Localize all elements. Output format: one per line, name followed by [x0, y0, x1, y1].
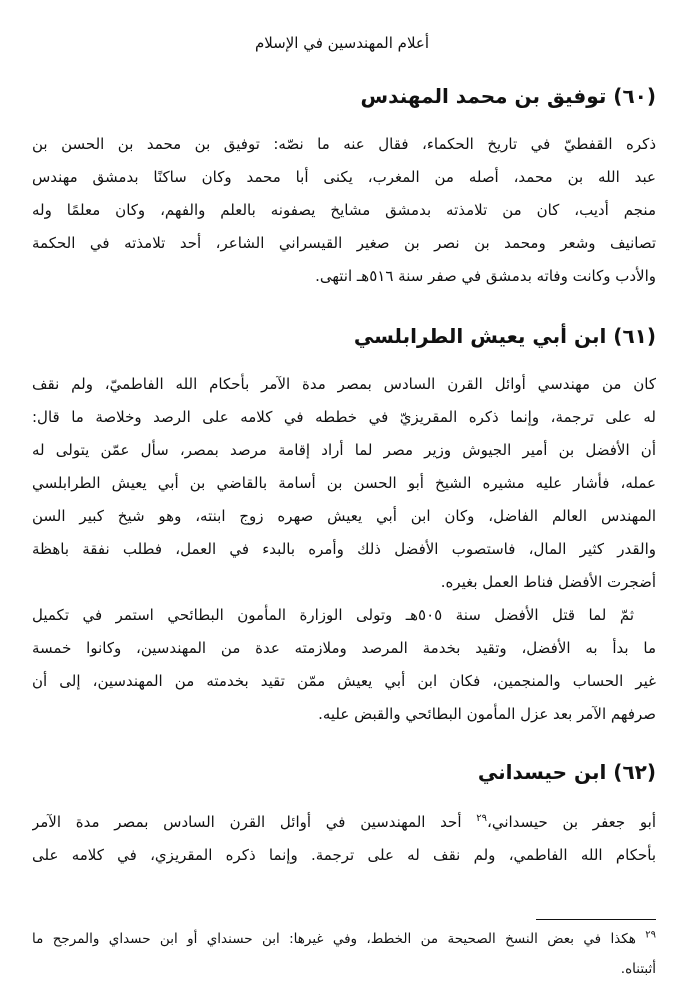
section-body-61 — [32, 368, 656, 731]
text-line: تصانيف وشعر ومحمد بن نصر بن صغير القيسراني الشاعر، أحد تلامذته في الحكمة — [32, 234, 656, 252]
footnote-text: هكذا في بعض النسخ الصحيحة من الخطط، وفي غيرها: ابن حسنداي أو ابن حسداي والمرجح ما — [32, 931, 636, 947]
text-line: أن الأفضل بن أمير الجيوش وزير مصر لما أراد إقامة مرصد بمصر، سأل عمّن يتولى له — [32, 441, 656, 459]
text-segment: أحد المهندسين في أوائل القرن السادس بمصر مدة الآمر — [32, 813, 477, 831]
text-line: غير الحساب والمنجمين، فكان ابن أبي يعيش ممّن تقيد بخدمته من المهندسين، إلى أن — [32, 672, 656, 690]
text-line: منجم أديب، كان من تلامذته بدمشق مشايخ يصفونه بالعلم والفهم، وكان معلمًا وله — [32, 201, 656, 219]
section-title-62: (٦٢) ابن حيسداني — [477, 760, 656, 784]
text-line: كان من مهندسي أوائل القرن السادس بمصر مدة الآمر بأحكام الله الفاطميّ، ولم نقف — [32, 375, 656, 393]
text-line: أضجرت الأفضل فناط العمل بغيره. — [440, 573, 656, 591]
footnote-line — [32, 924, 656, 954]
text-line: عمله، فأشار عليه مشيره الشيخ أبو الحسن بن أسامة بالقاضي بن أبي يعيش الطرابلسي — [32, 474, 656, 492]
footnote-divider — [536, 919, 656, 920]
text-line: ما بدأ به الأفضل، وتقيد بخدمة المرصد وملازمته عدة من المهندسين، وكانوا خمسة — [32, 639, 656, 657]
footnote-line: أثبتناه. — [620, 961, 656, 977]
text-line: والأدب وكانت وفاته بدمشق في صفر سنة ٥١٦هـ انتهى. — [315, 267, 656, 285]
section-title-60: (٦٠) توفيق بن محمد المهندس — [360, 84, 656, 108]
text-line: بأحكام الله الفاطمي، ولم نقف له على ترجمة. وإنما ذكره المقريزي، في كلامه على — [32, 846, 656, 864]
text-line: ذكره القفطيّ في تاريخ الحكماء، فقال عنه ما نصّه: توفيق بن محمد بن الحسن بن — [32, 135, 656, 153]
section-title-61: (٦١) ابن أبي يعيش الطرابلسي — [353, 324, 656, 348]
footnote-ref[interactable]: ٢٩ — [476, 813, 487, 824]
running-header: أعلام المهندسين في الإسلام — [254, 34, 430, 52]
text-line: له على ترجمة، وإنما ذكره المقريزيّ في خططه في كلامه على الرصد وخلاصة ما قال: — [32, 408, 656, 426]
text-line: عبد الله بن محمد، أصله من المغرب، يكنى أبا محمد وكان ساكنًا بدمشق مهندس — [32, 168, 656, 186]
section-body-60 — [32, 128, 656, 293]
text-line — [32, 806, 656, 839]
footnote-number: ٢٩ — [645, 929, 656, 941]
text-segment: أبو جعفر بن حيسداني، — [486, 813, 656, 831]
section-body-62 — [32, 806, 656, 872]
text-line: ثمّ لما قتل الأفضل سنة ٥٠٥هـ وتولى الوزارة المأمون البطائحي استمر في تكميل — [32, 606, 634, 624]
text-line: والقدر كثير المال، فاستصوب الأفضل ذلك وأمره بالبدء في العمل، فطلب نفقة باهظة — [32, 540, 656, 558]
footnote — [32, 924, 656, 984]
text-line: المهندس العالم الفاضل، وكان ابن أبي يعيش صهره زوج ابنته، وهو شيخ كبير السن — [32, 507, 656, 525]
text-line: صرفهم الآمر بعد عزل المأمون البطائحي والقبض عليه. — [318, 705, 656, 723]
